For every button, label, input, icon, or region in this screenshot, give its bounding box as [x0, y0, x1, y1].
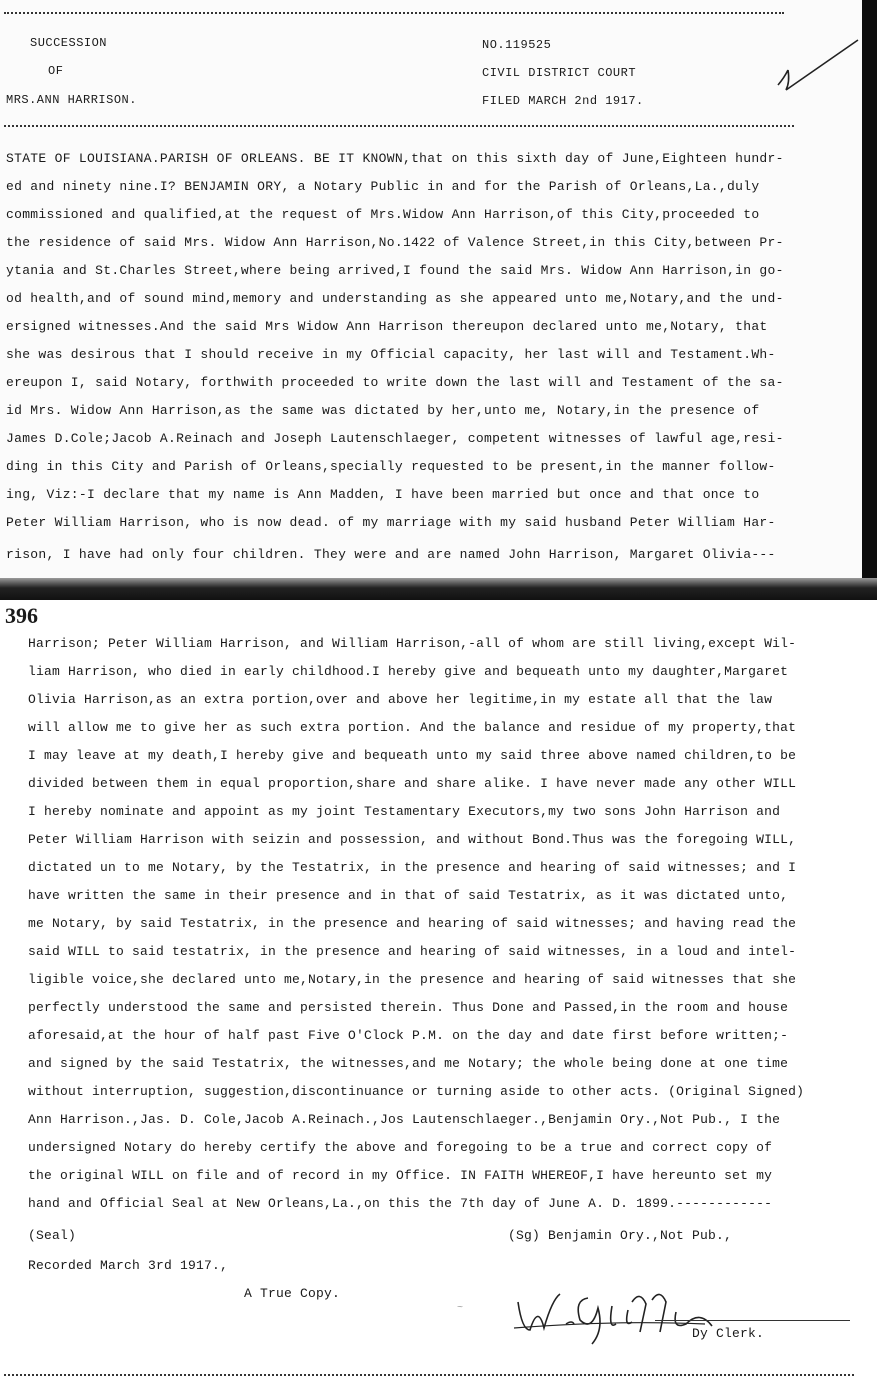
text-line: Olivia Harrison,as an extra portion,over and above her legitime,in my estate all that the law — [28, 692, 773, 707]
text-line: hand and Official Seal at New Orleans,La.,on this the 7th day of June A. D. 1899.------------ — [28, 1196, 773, 1211]
seal-label: (Seal) — [28, 1228, 77, 1243]
page-fold-shadow — [0, 578, 877, 600]
header-divider — [4, 125, 794, 127]
text-line: ereupon I, said Notary, forthwith proceeded to write down the last will and Testament of the sa- — [6, 375, 784, 390]
text-line: will allow me to give her as such extra portion. And the balance and residue of my property,that — [28, 720, 797, 735]
filed-date: FILED MARCH 2nd 1917. — [482, 94, 644, 108]
text-line: Harrison; Peter William Harrison, and William Harrison,-all of whom are still living,except Wil- — [28, 636, 797, 651]
text-line: ytania and St.Charles Street,where being arrived,I found the said Mrs. Widow Ann Harrison,in go- — [6, 263, 784, 278]
check-mark-icon — [770, 30, 860, 100]
text-line: ing, Viz:-I declare that my name is Ann Madden, I have been married but once and that once to — [6, 487, 760, 502]
text-line: aforesaid,at the hour of half past Five O'Clock P.M. on the day and date first before written;- — [28, 1028, 789, 1043]
text-line: the residence of said Mrs. Widow Ann Harrison,No.1422 of Valence Street,in this City,between Pr- — [6, 235, 784, 250]
clerk-title: Dy Clerk. — [692, 1326, 765, 1341]
page-edge — [862, 0, 877, 600]
top-divider — [4, 12, 784, 14]
text-line: I may leave at my death,I hereby give and bequeath unto my said three above named children,to be — [28, 748, 797, 763]
page-number: 396 — [5, 603, 38, 628]
text-line: said WILL to said testatrix, in the presence and hearing of said witnesses, in a loud and intel- — [28, 944, 797, 959]
text-line: the original WILL on file and of record in my Office. IN FAITH WHEREOF,I have hereunto set my — [28, 1168, 773, 1183]
text-line: od health,and of sound mind,memory and understanding as she appeared unto me,Notary,and the und- — [6, 291, 784, 306]
header-succession: SUCCESSION — [30, 36, 108, 50]
text-line: commissioned and qualified,at the request of Mrs.Widow Ann Harrison,of this City,proceeded to — [6, 207, 760, 222]
text-line: have written the same in their presence and in that of said Testatrix, as it was dictated unto, — [28, 888, 789, 903]
text-line: me Notary, by said Testatrix, in the presence and hearing of said witnesses; and having read the — [28, 916, 797, 931]
text-line: ding in this City and Parish of Orleans,specially requested to be present,in the manner follow- — [6, 459, 776, 474]
court-name: CIVIL DISTRICT COURT — [482, 66, 637, 80]
text-line: rison, I have had only four children. They were and are named John Harrison, Margaret Olivia--- — [6, 547, 776, 562]
mark: ~ — [457, 1303, 464, 1314]
text-line: ed and ninety nine.I? BENJAMIN ORY, a Notary Public in and for the Parish of Orleans,La.,duly — [6, 179, 760, 194]
signature-line — [655, 1320, 850, 1321]
text-line: Peter William Harrison with seizin and possession, and without Bond.Thus was the foregoing WILL, — [28, 832, 797, 847]
text-line: Peter William Harrison, who is now dead. of my marriage with my said husband Peter William Har- — [6, 515, 776, 530]
recorded-date: Recorded March 3rd 1917., — [28, 1258, 229, 1273]
bottom-divider — [4, 1374, 854, 1376]
text-line: ersigned witnesses.And the said Mrs Widow Ann Harrison thereupon declared unto me,Notary, that — [6, 319, 768, 334]
case-number: NO.119525 — [482, 38, 552, 52]
text-line: ligible voice,she declared unto me,Notary,in the presence and hearing of said witnesses that she — [28, 972, 797, 987]
signature-text: W. J. Griffin — [500, 1280, 508, 1281]
true-copy-label: A True Copy. — [244, 1286, 341, 1301]
text-line: she was desirous that I should receive in my Official capacity, her last will and Testament.Wh- — [6, 347, 776, 362]
text-line: without interruption, suggestion,discontinuance or turning aside to other acts. (Original Signed) — [28, 1084, 805, 1099]
text-line: STATE OF LOUISIANA.PARISH OF ORLEANS. BE IT KNOWN,that on this sixth day of June,Eighteen hundr- — [6, 151, 784, 166]
text-line: and signed by the said Testatrix, the witnesses,and me Notary; the whole being done at one time — [28, 1056, 789, 1071]
text-line: liam Harrison, who died in early childhood.I hereby give and bequeath unto my daughter,Margaret — [28, 664, 789, 679]
text-line: dictated un to me Notary, by the Testatrix, in the presence and hearing of said witnesses; and I — [28, 860, 797, 875]
text-line: divided between them in equal proportion,share and share alike. I have never made any other WILL — [28, 776, 797, 791]
text-line: James D.Cole;Jacob A.Reinach and Joseph Lautenschlaeger, competent witnesses of lawful age,resi- — [6, 431, 784, 446]
header-name: MRS.ANN HARRISON. — [6, 93, 137, 107]
text-line: id Mrs. Widow Ann Harrison,as the same was dictated by her,unto me, Notary,in the presence of — [6, 403, 760, 418]
text-line: I hereby nominate and appoint as my joint Testamentary Executors,my two sons John Harrison and — [28, 804, 781, 819]
header-of: OF — [48, 64, 64, 78]
text-line: Ann Harrison.,Jas. D. Cole,Jacob A.Reinach.,Jos Lautenschlaeger.,Benjamin Ory.,Not Pub., I the — [28, 1112, 781, 1127]
text-line: undersigned Notary do hereby certify the above and foregoing to be a true and correct copy of — [28, 1140, 773, 1155]
text-line: perfectly understood the same and persisted therein. Thus Done and Passed,in the room and house — [28, 1000, 789, 1015]
notary-signature-line: (Sg) Benjamin Ory.,Not Pub., — [508, 1228, 733, 1243]
